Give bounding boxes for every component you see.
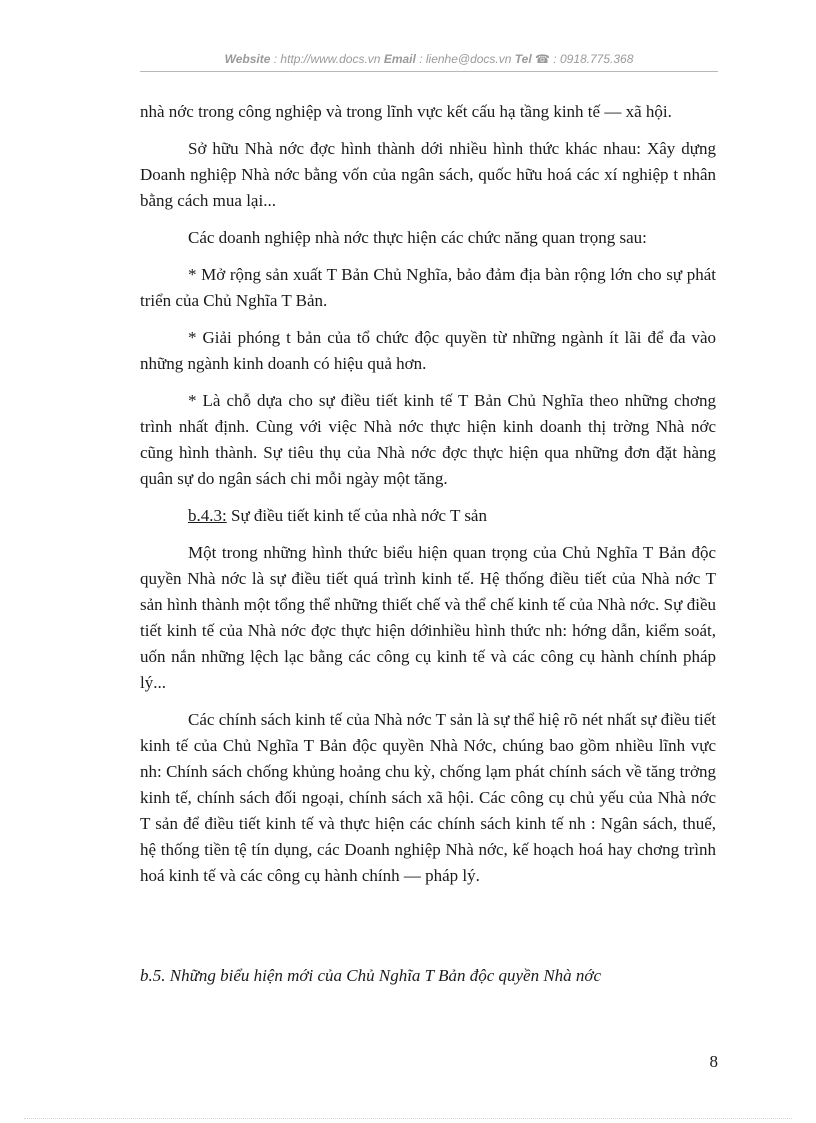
section-heading-b5: b.5. Những biểu hiện mới của Chủ Nghĩa T Bản độc quyền Nhà nớc [140, 966, 602, 985]
paragraph: Sở hữu Nhà nớc đợc hình thành dới nhiều hình thức khác nhau: Xây dựng Doanh nghiệp Nhà nớc bằng vốn của ngân sách, quốc hữu hoá các xí nghiệp t nhân bằng cách mua lại... [140, 139, 716, 210]
document-body [140, 99, 716, 900]
page-number: 8 [709, 1052, 718, 1071]
bullet-paragraph: * Là chỗ dựa cho sự điều tiết kinh tế T Bản Chủ Nghĩa theo những chơng trình nhất định. Cùng với việc Nhà nớc thực hiện kinh doanh thị trờng Nhà nớc cũng hình thành. Sự tiêu thụ của Nhà nớc đợc thực hiện qua những đơn đặt hàng quân sự do ngân sách chi mỗi ngày một tăng. [140, 391, 716, 488]
subsection-label: b.4.3: [188, 506, 227, 525]
subsection-heading [140, 503, 716, 529]
subsection-title: Sự điều tiết kinh tế của nhà nớc T sản [226, 506, 487, 525]
website-value: : http://www.docs.vn [273, 52, 381, 66]
bullet-paragraph: * Giải phóng t bản của tổ chức độc quyền từ những ngành ít lãi để đa vào những ngành kinh doanh có hiệu quả hơn. [140, 328, 716, 373]
paragraph: Một trong những hình thức biểu hiện quan trọng của Chủ Nghĩa T Bản độc quyền Nhà nớc là sự điều tiết quá trình kinh tế. Hệ thống điều tiết của Nhà nớc T sản hình thành một tổng thể những thiết chế và thể chế kinh tế của Nhà nớc. Sự điều tiết kinh tế của Nhà nớc đợc thực hiện dớinhiều hình thức nh: hớng dẫn, kiểm soát, uốn nắn những lệch lạc bằng các công cụ kinh tế và các công cụ hành chính pháp lý... [140, 543, 716, 692]
paragraph: Các chính sách kinh tế của Nhà nớc T sản là sự thể hiệ rõ nét nhất sự điều tiết kinh tế của Chủ Nghĩa T Bản độc quyền Nhà Nớc, chúng bao gồm nhiều lĩnh vực nh: Chính sách chống khủng hoảng chu kỳ, chống lạm phát chính sách về tăng trởng kinh tế, chính sách đối ngoại, chính sách xã hội. Các công cụ chủ yếu của Nhà nớc T sản để điều tiết kinh tế và thực hiện các chính sách kinh tế nh : Ngân sách, thuế, hệ thống tiền tệ tín dụng, các Doanh nghiệp Nhà nớc, kế hoạch hoá hay chơng trình hoá kinh tế và các công cụ hành chính — pháp lý. [140, 710, 716, 885]
footer-divider [24, 1118, 792, 1119]
paragraph: nhà nớc trong công nghiệp và trong lĩnh vực kết cấu hạ tầng kinh tế — xã hội. [140, 102, 672, 121]
website-label: Website [224, 52, 271, 66]
paragraph: Các doanh nghiệp nhà nớc thực hiện các chức năng quan trọng sau: [188, 228, 647, 247]
tel-value: ☎ : 0918.775.368 [535, 52, 634, 66]
tel-label: Tel [514, 52, 532, 66]
bullet-paragraph: * Mở rộng sản xuất T Bản Chủ Nghĩa, bảo đảm địa bàn rộng lớn cho sự phát triển của Chủ Nghĩa T Bản. [140, 265, 716, 310]
email-label: Email [383, 52, 416, 66]
email-value: : lienhe@docs.vn [419, 52, 512, 66]
page-header [140, 52, 718, 66]
header-divider [140, 71, 718, 72]
